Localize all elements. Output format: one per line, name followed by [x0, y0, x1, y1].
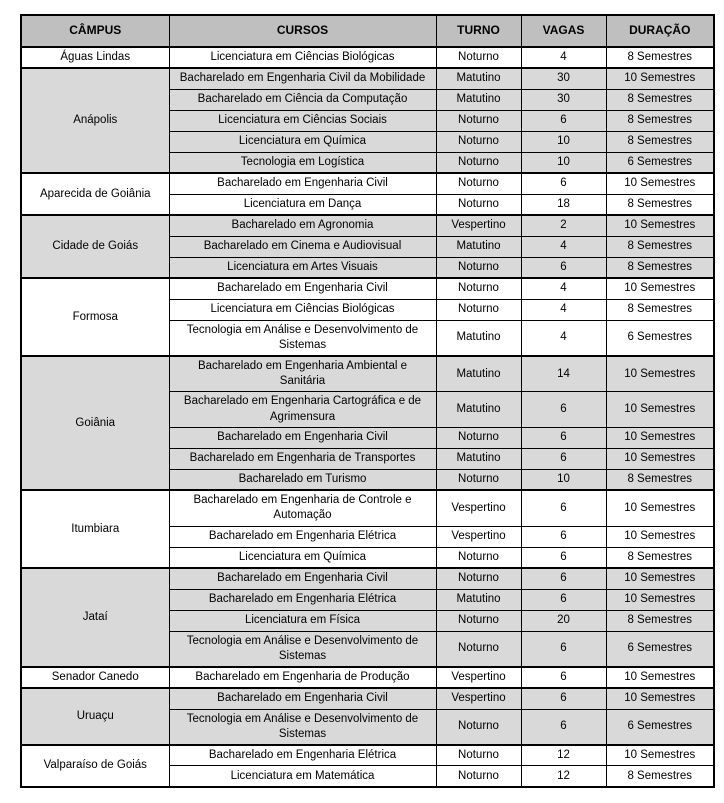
- shift-cell: Noturno: [436, 631, 521, 667]
- duration-cell: 8 Semestres: [606, 610, 714, 631]
- course-name-cell: Bacharelado em Engenharia Civil: [169, 568, 436, 589]
- shift-cell: Noturno: [436, 194, 521, 215]
- duration-cell: 10 Semestres: [606, 448, 714, 469]
- duration-cell: 6 Semestres: [606, 709, 714, 745]
- vacancies-cell: 4: [521, 299, 606, 320]
- vacancies-cell: 30: [521, 89, 606, 110]
- course-name-cell: Licenciatura em Matemática: [169, 766, 436, 787]
- shift-cell: Matutino: [436, 89, 521, 110]
- duration-cell: 10 Semestres: [606, 68, 714, 89]
- course-name-cell: Bacharelado em Turismo: [169, 469, 436, 490]
- course-name-cell: Tecnologia em Logística: [169, 152, 436, 173]
- course-name-cell: Licenciatura em Química: [169, 547, 436, 568]
- campus-cell: Formosa: [21, 278, 169, 356]
- course-name-cell: Tecnologia em Análise e Desenvolvimento de Sistemas: [169, 709, 436, 745]
- vacancies-cell: 4: [521, 236, 606, 257]
- column-header-vagas: VAGAS: [521, 15, 606, 47]
- duration-cell: 8 Semestres: [606, 257, 714, 278]
- table-header-row: [21, 15, 714, 47]
- shift-cell: Noturno: [436, 131, 521, 152]
- shift-cell: Noturno: [436, 278, 521, 299]
- shift-cell: Noturno: [436, 469, 521, 490]
- vacancies-cell: 6: [521, 589, 606, 610]
- duration-cell: 8 Semestres: [606, 766, 714, 787]
- campus-cell: Anápolis: [21, 68, 169, 173]
- campus-cell: Uruaçu: [21, 688, 169, 745]
- course-row: [21, 490, 714, 526]
- course-name-cell: Bacharelado em Engenharia Elétrica: [169, 745, 436, 766]
- course-row: [21, 667, 714, 688]
- vacancies-cell: 6: [521, 631, 606, 667]
- duration-cell: 10 Semestres: [606, 278, 714, 299]
- shift-cell: Matutino: [436, 68, 521, 89]
- vacancies-cell: 6: [521, 709, 606, 745]
- course-name-cell: Bacharelado em Engenharia Civil: [169, 278, 436, 299]
- column-header-duracao: DURAÇÃO: [606, 15, 714, 47]
- course-name-cell: Bacharelado em Cinema e Audiovisual: [169, 236, 436, 257]
- vacancies-cell: 10: [521, 131, 606, 152]
- shift-cell: Matutino: [436, 392, 521, 427]
- course-row: [21, 173, 714, 194]
- shift-cell: Noturno: [436, 709, 521, 745]
- duration-cell: 8 Semestres: [606, 236, 714, 257]
- campus-cell: Aparecida de Goiânia: [21, 173, 169, 215]
- campus-cell: Itumbiara: [21, 490, 169, 568]
- course-row: [21, 278, 714, 299]
- shift-cell: Vespertino: [436, 688, 521, 709]
- duration-cell: 8 Semestres: [606, 47, 714, 68]
- column-header-turno: TURNO: [436, 15, 521, 47]
- shift-cell: Matutino: [436, 448, 521, 469]
- duration-cell: 8 Semestres: [606, 89, 714, 110]
- column-header-campus: CÂMPUS: [21, 15, 169, 47]
- vacancies-cell: 30: [521, 68, 606, 89]
- vacancies-cell: 6: [521, 688, 606, 709]
- duration-cell: 6 Semestres: [606, 152, 714, 173]
- course-name-cell: Licenciatura em Ciências Biológicas: [169, 47, 436, 68]
- duration-cell: 6 Semestres: [606, 320, 714, 356]
- vacancies-cell: 6: [521, 526, 606, 547]
- vacancies-cell: 6: [521, 568, 606, 589]
- vacancies-cell: 12: [521, 766, 606, 787]
- shift-cell: Noturno: [436, 547, 521, 568]
- duration-cell: 10 Semestres: [606, 490, 714, 526]
- duration-cell: 8 Semestres: [606, 194, 714, 215]
- course-row: [21, 356, 714, 392]
- duration-cell: 10 Semestres: [606, 526, 714, 547]
- course-name-cell: Bacharelado em Engenharia Elétrica: [169, 589, 436, 610]
- course-name-cell: Tecnologia em Análise e Desenvolvimento de Sistemas: [169, 320, 436, 356]
- course-name-cell: Bacharelado em Agronomia: [169, 215, 436, 236]
- shift-cell: Noturno: [436, 110, 521, 131]
- duration-cell: 8 Semestres: [606, 299, 714, 320]
- course-name-cell: Bacharelado em Engenharia Civil da Mobilidade: [169, 68, 436, 89]
- duration-cell: 10 Semestres: [606, 215, 714, 236]
- campus-cell: Águas Lindas: [21, 47, 169, 68]
- duration-cell: 10 Semestres: [606, 667, 714, 688]
- course-name-cell: Tecnologia em Análise e Desenvolvimento de Sistemas: [169, 631, 436, 667]
- duration-cell: 8 Semestres: [606, 469, 714, 490]
- course-row: [21, 568, 714, 589]
- duration-cell: 10 Semestres: [606, 589, 714, 610]
- course-name-cell: Licenciatura em Ciências Sociais: [169, 110, 436, 131]
- duration-cell: 10 Semestres: [606, 427, 714, 448]
- course-name-cell: Bacharelado em Ciência da Computação: [169, 89, 436, 110]
- vacancies-cell: 2: [521, 215, 606, 236]
- duration-cell: 8 Semestres: [606, 131, 714, 152]
- vacancies-cell: 10: [521, 152, 606, 173]
- course-name-cell: Bacharelado em Engenharia de Produção: [169, 667, 436, 688]
- campus-cell: Jataí: [21, 568, 169, 667]
- course-row: [21, 47, 714, 68]
- table-body: [21, 47, 714, 787]
- vacancies-cell: 6: [521, 173, 606, 194]
- duration-cell: 10 Semestres: [606, 392, 714, 427]
- shift-cell: Noturno: [436, 610, 521, 631]
- duration-cell: 8 Semestres: [606, 547, 714, 568]
- column-header-cursos: CURSOS: [169, 15, 436, 47]
- shift-cell: Vespertino: [436, 215, 521, 236]
- shift-cell: Noturno: [436, 47, 521, 68]
- campus-cell: Valparaíso de Goiás: [21, 745, 169, 787]
- vacancies-cell: 6: [521, 427, 606, 448]
- course-name-cell: Licenciatura em Dança: [169, 194, 436, 215]
- course-name-cell: Bacharelado em Engenharia Elétrica: [169, 526, 436, 547]
- campus-courses-table: [20, 14, 715, 788]
- shift-cell: Matutino: [436, 356, 521, 392]
- course-name-cell: Licenciatura em Química: [169, 131, 436, 152]
- duration-cell: 10 Semestres: [606, 688, 714, 709]
- vacancies-cell: 20: [521, 610, 606, 631]
- vacancies-cell: 12: [521, 745, 606, 766]
- shift-cell: Noturno: [436, 745, 521, 766]
- campus-cell: Goiânia: [21, 356, 169, 490]
- course-row: [21, 215, 714, 236]
- course-row: [21, 688, 714, 709]
- shift-cell: Vespertino: [436, 667, 521, 688]
- vacancies-cell: 14: [521, 356, 606, 392]
- vacancies-cell: 6: [521, 490, 606, 526]
- course-name-cell: Bacharelado em Engenharia Civil: [169, 688, 436, 709]
- campus-cell: Senador Canedo: [21, 667, 169, 688]
- course-name-cell: Bacharelado em Engenharia de Transportes: [169, 448, 436, 469]
- duration-cell: 10 Semestres: [606, 173, 714, 194]
- shift-cell: Vespertino: [436, 526, 521, 547]
- shift-cell: Matutino: [436, 236, 521, 257]
- course-row: [21, 745, 714, 766]
- duration-cell: 10 Semestres: [606, 568, 714, 589]
- vacancies-cell: 18: [521, 194, 606, 215]
- shift-cell: Noturno: [436, 173, 521, 194]
- vacancies-cell: 4: [521, 47, 606, 68]
- course-name-cell: Bacharelado em Engenharia Cartográfica e de Agrimensura: [169, 392, 436, 427]
- shift-cell: Matutino: [436, 320, 521, 356]
- shift-cell: Noturno: [436, 299, 521, 320]
- course-name-cell: Bacharelado em Engenharia Civil: [169, 427, 436, 448]
- duration-cell: 6 Semestres: [606, 631, 714, 667]
- shift-cell: Vespertino: [436, 490, 521, 526]
- vacancies-cell: 6: [521, 547, 606, 568]
- course-name-cell: Bacharelado em Engenharia Ambiental e Sanitária: [169, 356, 436, 392]
- shift-cell: Noturno: [436, 152, 521, 173]
- vacancies-cell: 6: [521, 110, 606, 131]
- shift-cell: Noturno: [436, 766, 521, 787]
- shift-cell: Matutino: [436, 589, 521, 610]
- shift-cell: Noturno: [436, 568, 521, 589]
- course-name-cell: Licenciatura em Artes Visuais: [169, 257, 436, 278]
- duration-cell: 8 Semestres: [606, 110, 714, 131]
- vacancies-cell: 6: [521, 667, 606, 688]
- vacancies-cell: 6: [521, 448, 606, 469]
- vacancies-cell: 10: [521, 469, 606, 490]
- shift-cell: Noturno: [436, 427, 521, 448]
- vacancies-cell: 6: [521, 257, 606, 278]
- course-name-cell: Bacharelado em Engenharia de Controle e Automação: [169, 490, 436, 526]
- vacancies-cell: 4: [521, 278, 606, 299]
- course-name-cell: Licenciatura em Ciências Biológicas: [169, 299, 436, 320]
- course-name-cell: Bacharelado em Engenharia Civil: [169, 173, 436, 194]
- shift-cell: Noturno: [436, 257, 521, 278]
- course-name-cell: Licenciatura em Física: [169, 610, 436, 631]
- duration-cell: 10 Semestres: [606, 356, 714, 392]
- campus-cell: Cidade de Goiás: [21, 215, 169, 278]
- course-row: [21, 68, 714, 89]
- duration-cell: 10 Semestres: [606, 745, 714, 766]
- vacancies-cell: 4: [521, 320, 606, 356]
- vacancies-cell: 6: [521, 392, 606, 427]
